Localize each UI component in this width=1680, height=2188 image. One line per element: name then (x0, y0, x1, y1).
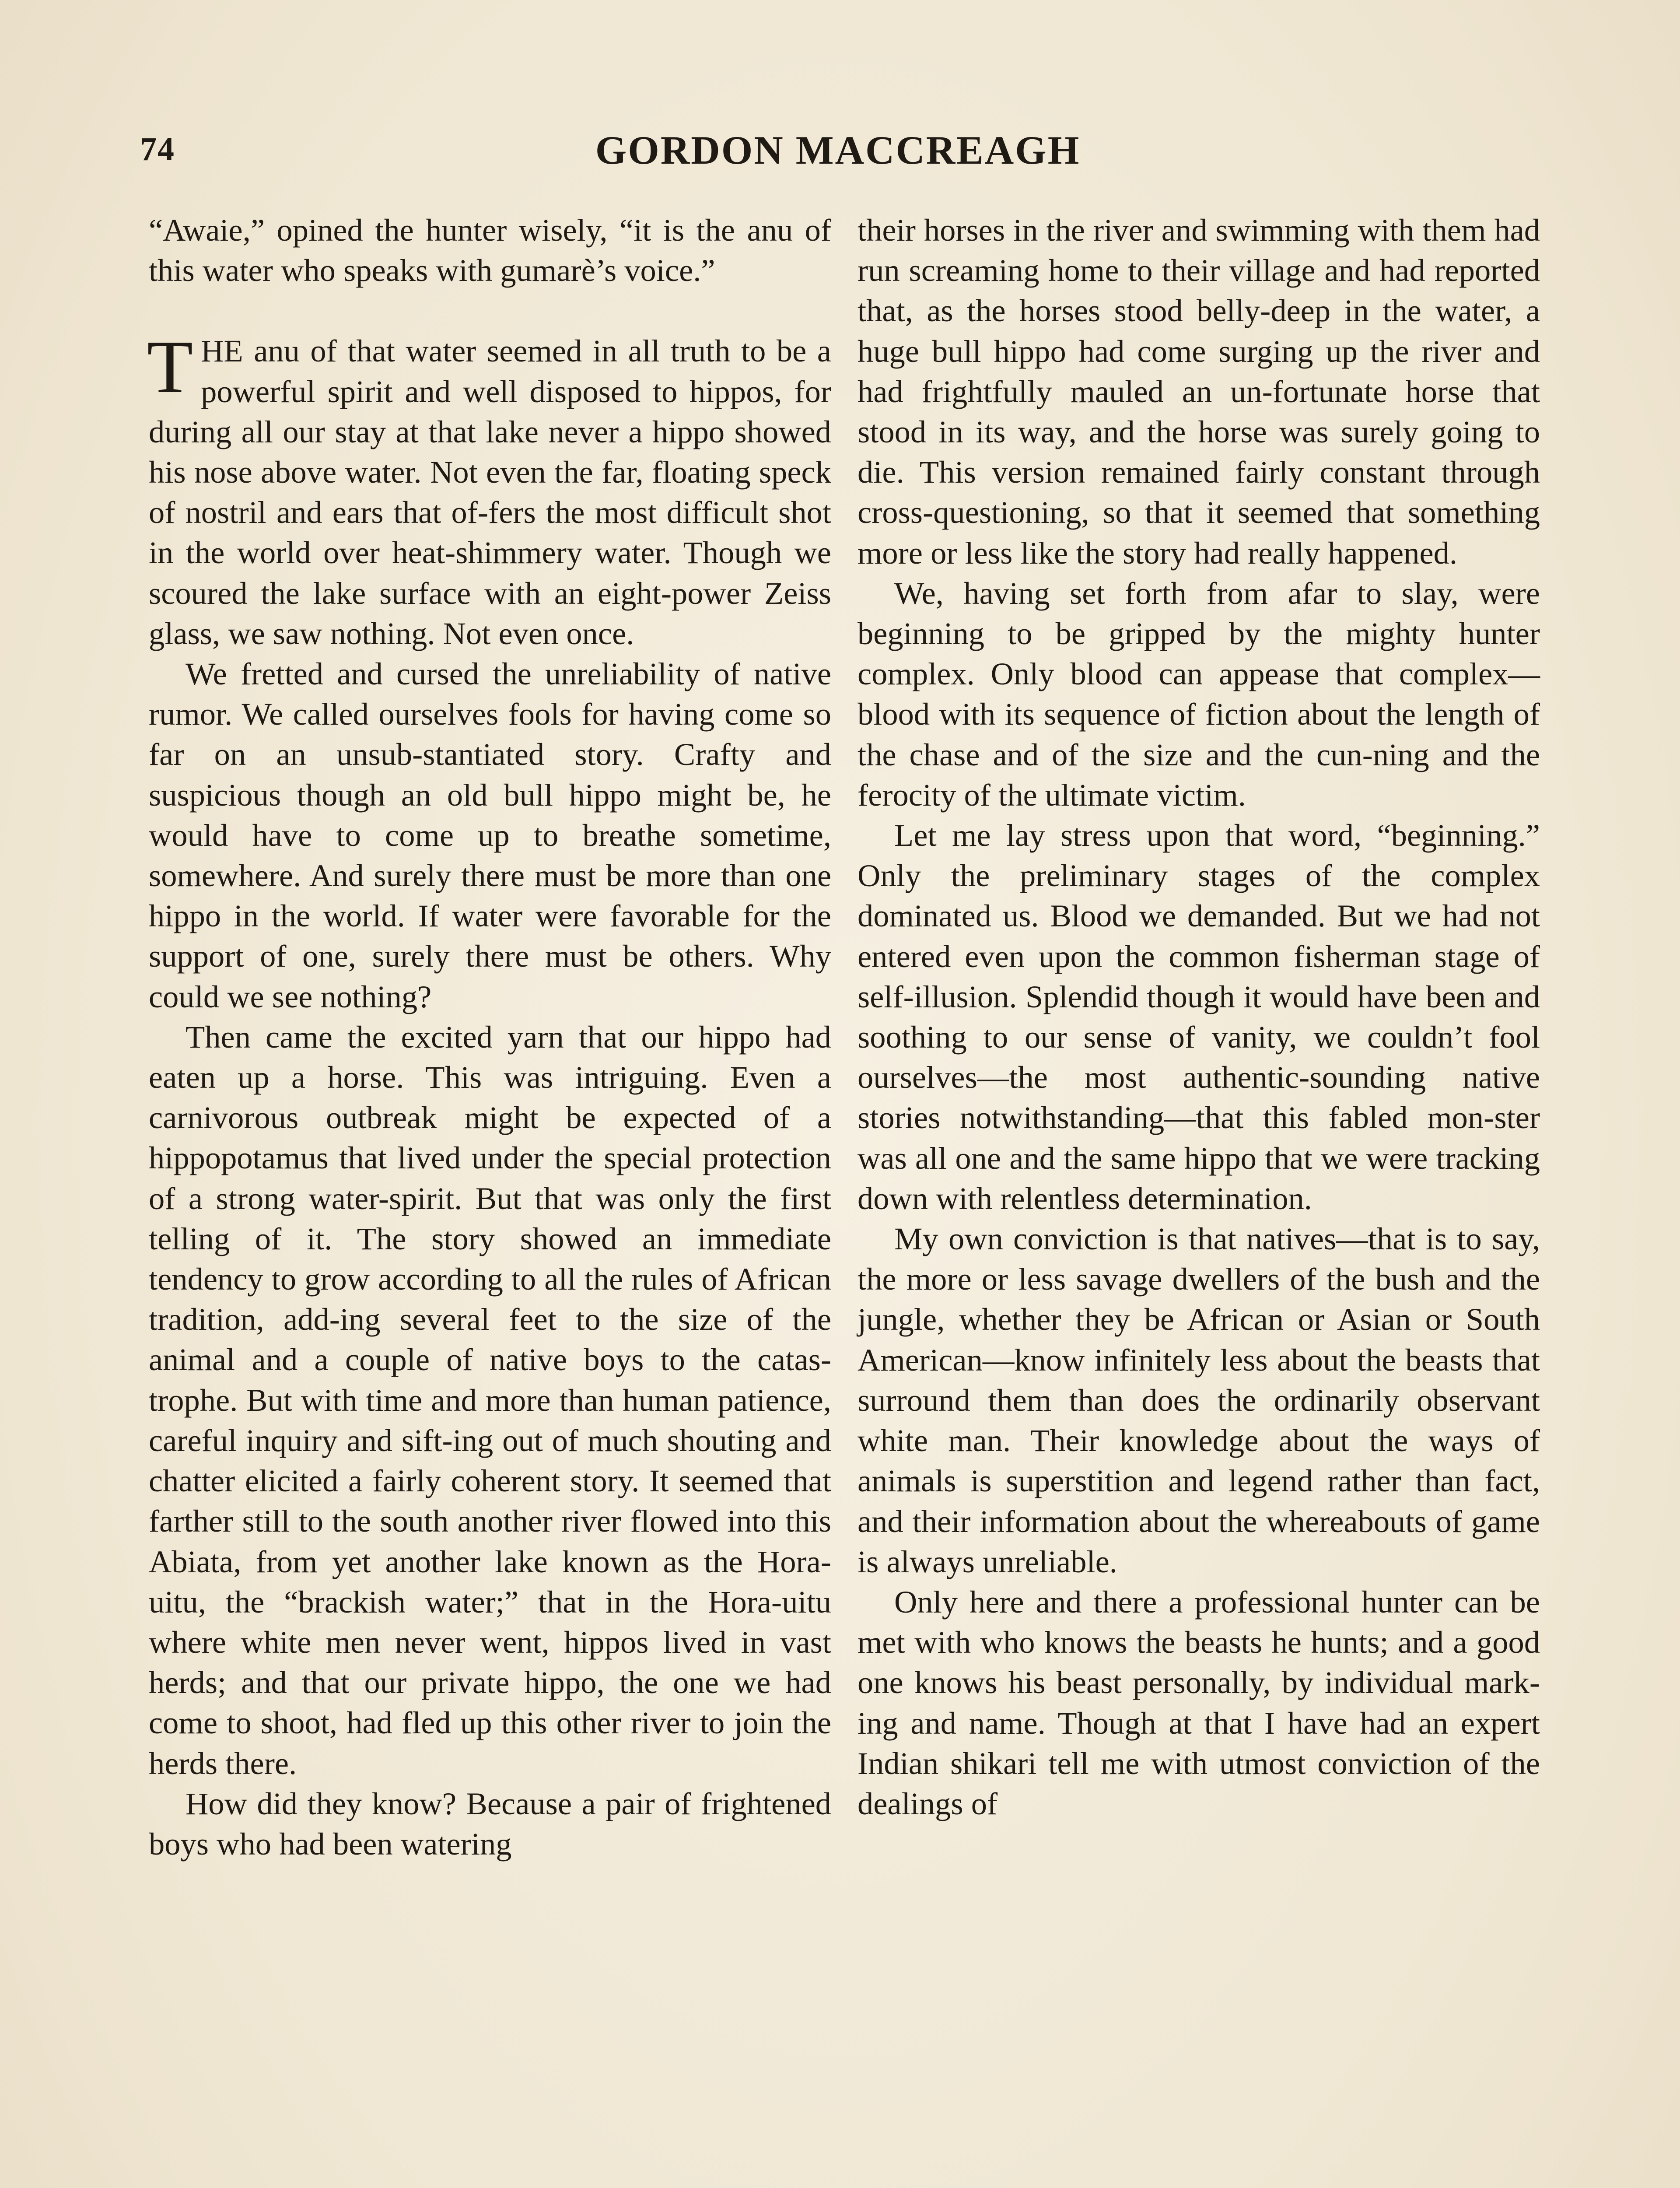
paragraph: Then came the excited yarn that our hippo had eaten up a horse. This was intriguing. Even a carnivorous outbreak might be expected of a hippopotamus that lived under the special protection of a strong water-spirit. But that was only the first telling of it. The story showed an immediate tendency to grow according to all the rules of African tradition, add-ing several feet to the size of the animal and a couple of native boys to the catas-trophe. But with time and more than human patience, careful inquiry and sift-ing out of much shouting and chatter elicited a fairly coherent story. It seemed that farther still to the south another river flowed into this Abiata, from yet another lake known as the Hora-uitu, the “brackish water;” that in the Hora-uitu where white men never went, hippos lived in vast herds; and that our private hippo, the one we had come to shoot, had fled up this other river to join the herds there. (149, 1019, 831, 1781)
paragraph-with-dropcap (147, 326, 831, 654)
paragraph: We fretted and cursed the unreliability of native rumor. We called ourselves fools for having come so far on an unsub-stantiated story. Crafty and suspicious though an old bull hippo might be, he would have to come up to breathe sometime, somewhere. And surely there must be more than one hippo in the world. If water were favorable for the support of one, surely there must be others. Why could we see nothing? (149, 656, 831, 1014)
running-head: GORDON MACCREAGH (595, 128, 1081, 172)
paragraph: My own conviction is that natives—that is to say, the more or less savage dwellers of the bush and the jungle, whether they be African or Asian or South American—know infinitely less about the beasts that surround them than does the ordinarily observant white man. Their knowledge about the ways of animals is superstition and legend rather than fact, and their information about the whereabouts of game is always unreliable. (858, 1221, 1540, 1579)
left-column (149, 210, 831, 1864)
drop-cap: T (147, 326, 193, 409)
page-header (127, 127, 1549, 175)
paragraph: “Awaie,” opined the hunter wisely, “it is the anu of this water who speaks with gumarè’s voice.” (149, 212, 831, 288)
paragraph: Only here and there a professional hunter can be met with who knows the beasts he hunts; and a good one knows his beast personally, by individual mark-ing and name. Though at that I have had an expert Indian shikari tell me with utmost conviction of the dealings of (858, 1584, 1540, 1821)
paragraph: We, having set forth from afar to slay, were beginning to be gripped by the mighty hunter complex. Only blood can appease that complex—blood with its sequence of fiction about the length of the chase and of the size and the cun-ning and the ferocity of the ultimate victim. (858, 575, 1540, 813)
paragraph-text: HE anu of that water seemed in all truth to be a powerful spirit and well disposed to hippos, for during all our stay at that lake never a hippo showed his nose above water. Not even the far, floating speck of nostril and ears that of-fers the most difficult shot in the world over heat-shimmery water. Though we scoured the lake surface with an eight-power Zeiss glass, we saw nothing. Not even once. (149, 333, 831, 651)
right-column (858, 210, 1540, 1824)
paragraph: How did they know? Because a pair of frightened boys who had been watering (149, 1785, 831, 1862)
page-number: 74 (140, 131, 175, 168)
paragraph: Let me lay stress upon that word, “beginning.” Only the preliminary stages of the complex dominated us. Blood we demanded. But we had not entered even upon the common fisherman stage of self-illusion. Splendid though it would have been and soothing to our sense of vanity, we couldn’t fool ourselves—the most authentic-sounding native stories notwithstanding—that this fabled mon-ster was all one and the same hippo that we were tracking down with relentless determination. (858, 817, 1540, 1216)
paragraph: their horses in the river and swimming with them had run screaming home to their village and had reported that, as the horses stood belly-deep in the water, a huge bull hippo had come surging up the river and had frightfully mauled an un-fortunate horse that stood in its way, and the horse was surely going to die. This version remained fairly constant through cross-questioning, so that it seemed that something more or less like the story had really happened. (858, 212, 1540, 571)
